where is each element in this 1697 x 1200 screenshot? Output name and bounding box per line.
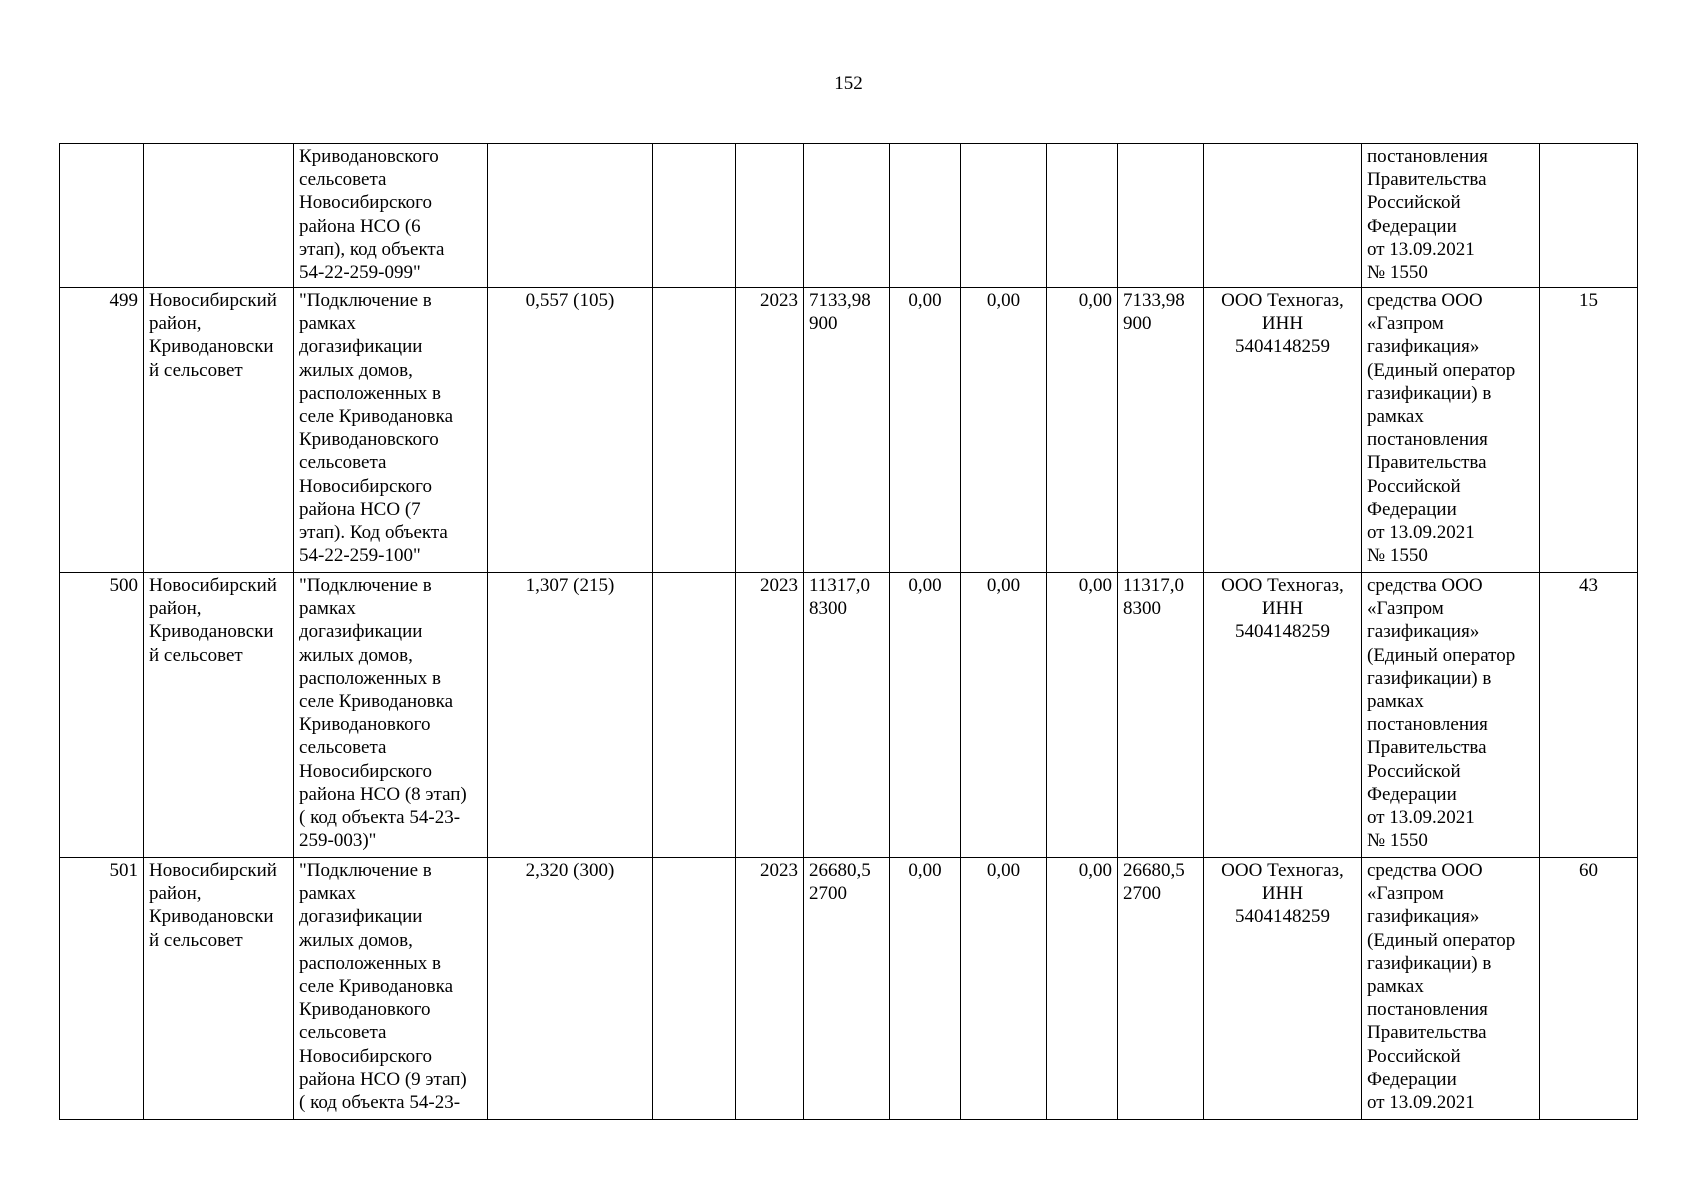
organization-cell: ООО Техногаз, ИНН 5404148259 (1204, 573, 1362, 858)
organization-cell: ООО Техногаз, ИНН 5404148259 (1204, 858, 1362, 1120)
object-name-cell: "Подключение в рамках догазификации жилых домов, расположенных в селе Криводановка Криводановкого сельсовета Новосибирского района НСО (9 этап) ( код объекта 54-23- (294, 858, 488, 1120)
funding-source-cell: средства ООО «Газпром газификация» (Единый оператор газификации) в рамках постановления Правительства Российской Федерации от 13.09.2021 № 1550 (1362, 288, 1540, 573)
count-cell: 43 (1540, 573, 1638, 858)
district-cell (144, 144, 294, 288)
funding-source-cell: постановления Правительства Российской Федерации от 13.09.2021 № 1550 (1362, 144, 1540, 288)
length-cell (488, 144, 653, 288)
extrabudgetary-cell (1118, 144, 1204, 288)
regional-budget-cell: 0,00 (961, 573, 1047, 858)
regional-budget-cell (961, 144, 1047, 288)
row-number-cell: 501 (60, 858, 144, 1120)
length-cell: 0,557 (105) (488, 288, 653, 573)
table-row (60, 573, 1638, 858)
total-cost-cell: 7133,98 900 (804, 288, 890, 573)
federal-budget-cell (890, 144, 961, 288)
object-name-cell: "Подключение в рамках догазификации жилых домов, расположенных в селе Криводановка Криводановского сельсовета Новосибирского района НСО (7 этап). Код объекта 54-22-259-100" (294, 288, 488, 573)
organization-cell: ООО Техногаз, ИНН 5404148259 (1204, 288, 1362, 573)
local-budget-cell: 0,00 (1047, 573, 1118, 858)
total-cost-cell (804, 144, 890, 288)
federal-budget-cell: 0,00 (890, 573, 961, 858)
length-cell: 2,320 (300) (488, 858, 653, 1120)
table-row (60, 288, 1638, 573)
total-cost-cell: 11317,0 8300 (804, 573, 890, 858)
object-name-cell: "Подключение в рамках догазификации жилых домов, расположенных в селе Криводановка Криводановкого сельсовета Новосибирского района НСО (8 этап) ( код объекта 54-23- 259-003)" (294, 573, 488, 858)
count-cell (1540, 144, 1638, 288)
gasification-table (59, 143, 1638, 1120)
federal-budget-cell: 0,00 (890, 288, 961, 573)
empty-cell (653, 573, 736, 858)
empty-cell (653, 144, 736, 288)
count-cell: 15 (1540, 288, 1638, 573)
count-cell: 60 (1540, 858, 1638, 1120)
total-cost-cell: 26680,5 2700 (804, 858, 890, 1120)
district-cell: Новосибирский район, Криводановски й сельсовет (144, 858, 294, 1120)
empty-cell (653, 858, 736, 1120)
year-cell: 2023 (736, 858, 804, 1120)
local-budget-cell (1047, 144, 1118, 288)
row-number-cell: 500 (60, 573, 144, 858)
federal-budget-cell: 0,00 (890, 858, 961, 1120)
empty-cell (653, 288, 736, 573)
organization-cell (1204, 144, 1362, 288)
object-name-cell: Криводановского сельсовета Новосибирского района НСО (6 этап), код объекта 54-22-259-099" (294, 144, 488, 288)
local-budget-cell: 0,00 (1047, 288, 1118, 573)
table-row (60, 144, 1638, 288)
district-cell: Новосибирский район, Криводановски й сельсовет (144, 573, 294, 858)
page-number: 152 (834, 73, 863, 94)
district-cell: Новосибирский район, Криводановски й сельсовет (144, 288, 294, 573)
row-number-cell: 499 (60, 288, 144, 573)
extrabudgetary-cell: 11317,0 8300 (1118, 573, 1204, 858)
row-number-cell (60, 144, 144, 288)
table-row (60, 858, 1638, 1120)
regional-budget-cell: 0,00 (961, 288, 1047, 573)
year-cell: 2023 (736, 573, 804, 858)
extrabudgetary-cell: 7133,98 900 (1118, 288, 1204, 573)
year-cell: 2023 (736, 288, 804, 573)
length-cell: 1,307 (215) (488, 573, 653, 858)
funding-source-cell: средства ООО «Газпром газификация» (Единый оператор газификации) в рамках постановления Правительства Российской Федерации от 13.09.2021 (1362, 858, 1540, 1120)
local-budget-cell: 0,00 (1047, 858, 1118, 1120)
extrabudgetary-cell: 26680,5 2700 (1118, 858, 1204, 1120)
funding-source-cell: средства ООО «Газпром газификация» (Единый оператор газификации) в рамках постановления Правительства Российской Федерации от 13.09.2021 № 1550 (1362, 573, 1540, 858)
regional-budget-cell: 0,00 (961, 858, 1047, 1120)
year-cell (736, 144, 804, 288)
